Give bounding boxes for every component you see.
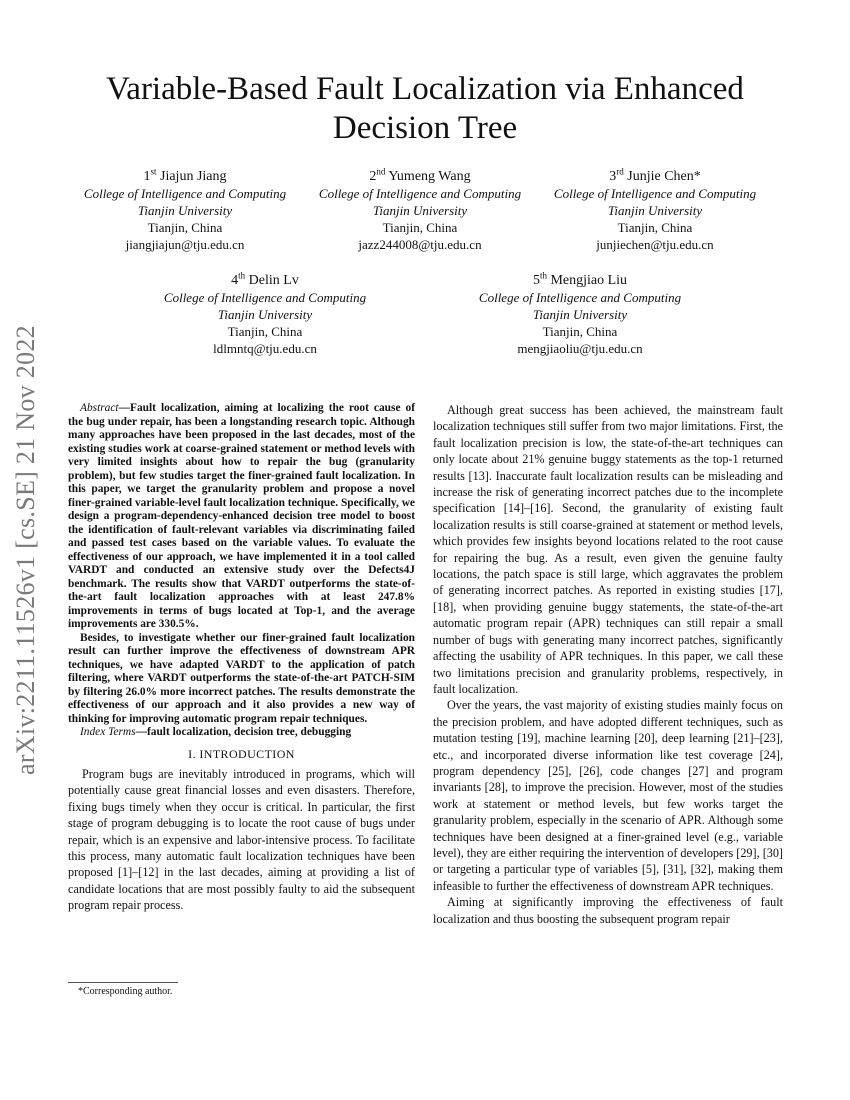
author-4: 4th Delin Lv College of Intelligence and Computing Tianjin University Tianjin, China ldlmntq@tju.edu.cn — [150, 272, 380, 357]
paper-title: Variable-Based Fault Localization via Enhanced Decision Tree — [106, 71, 744, 146]
author-3: 3rd Junjie Chen* College of Intelligence and Computing Tianjin University Tianjin, China junjiechen@tju.edu.cn — [540, 168, 770, 253]
right-column — [433, 402, 783, 927]
author-email: jazz244008@tju.edu.cn — [358, 237, 482, 252]
right-paragraph-2: Over the years, the vast majority of existing studies mainly focus on the precision problem, and have adopted different techniques, such as mutation testing [19], machine learning [20], deep learning [21]–[23], etc., and incorporated diverse information like test coverage [24], program dependency [25], [26], code changes [27] and program invariants [28], to improve the precision. However, most of the studies work at statement or method levels, but few works target the granularity problem, especially in the scenario of APR. Although some techniques have been designed at a finer-grained level (e.g., variable level), they are either requiring the intervention of developers [29], [30] or targeting a particular type of variables [5], [31], [32], making them infeasible to further the effectiveness of downstream APR techniques. — [433, 698, 783, 893]
author-email: ldlmntq@tju.edu.cn — [213, 341, 317, 356]
author-1: 1st Jiajun Jiang College of Intelligence and Computing Tianjin University Tianjin, China jiangjiajun@tju.edu.cn — [70, 168, 300, 253]
author-email: junjiechen@tju.edu.cn — [596, 237, 714, 252]
author-2: 2nd Yumeng Wang College of Intelligence and Computing Tianjin University Tianjin, China jazz244008@tju.edu.cn — [305, 168, 535, 253]
intro-paragraph: Program bugs are inevitably introduced in programs, which will potentially cause great financial losses and even disasters. Therefore, fixing bugs timely when they occur is critical. In particular, the first stage of program debugging is to locate the root cause of bugs under repair, which is an expensive and labor-intensive process. To facilitate this process, many automatic fault localization techniques have been proposed [1]–[12] in the last decades, aiming at providing a list of candidate locations that are most possibly faulty to aid the subsequent program repair process. — [68, 766, 415, 913]
footnote-rule — [68, 982, 178, 983]
section-heading: I. INTRODUCTION — [188, 746, 295, 761]
footnote: *Corresponding author. — [78, 986, 173, 997]
arxiv-identifier: arXiv:2211.11526v1 [cs.SE] 21 Nov 2022 — [11, 325, 40, 775]
left-column — [68, 402, 415, 914]
right-paragraph-3: Aiming at significantly improving the effectiveness of fault localization and thus boosting the subsequent program repair — [433, 895, 783, 926]
right-paragraph-1: Although great success has been achieved, the mainstream fault localization techniques still suffer from two major limitations. First, the fault localization precision is low, the state-of-the-art techniques can only locate about 21% genuine buggy statements as the top-1 returned results [13]. Inaccurate fault localization results can be misleading and increase the risk of generating incorrect patches due to the incomplete specification [14]–[16]. Second, the granularity of existing fault localization results is still coarse-grained at statement or method levels, which provides few insights beyond locations related to the root cause for repairing the bug. As a result, even given the genuine faulty locations, the patch space is still large, which aggravates the problem of generating incorrect patches. As reported in existing studies [17], [18], when providing genuine buggy statements, the state-of-the-art automatic program repair (APR) techniques can still repair a small number of bugs with generating many incorrect patches, significantly affecting the usability of APR techniques. In this paper, we call these two limitations precision and granularity problems, respectively, in fault localization. — [433, 403, 783, 696]
author-email: mengjiaoliu@tju.edu.cn — [517, 341, 643, 356]
index-terms: Index Terms—fault localization, decision tree, debugging — [80, 726, 352, 738]
author-5: 5th Mengjiao Liu College of Intelligence and Computing Tianjin University Tianjin, China mengjiaoliu@tju.edu.cn — [465, 272, 695, 357]
abstract: Abstract—Fault localization, aiming at localizing the root cause of the bug under repair, has been a longstanding research topic. Although many approaches have been proposed in the last decades, most of the existing studies work at coarse-grained statement or method levels with very limited insights about how to repair the bug (granularity problem), but few studies target the finer-grained fault localization. In this paper, we target the granularity problem and propose a novel finer-grained variable-level fault localization technique. Specifically, we design a program-dependency-enhanced decision tree model to boost the identification of fault-relevant variables via discriminating failed and passed test cases based on the variable values. To evaluate the effectiveness of our approach, we have implemented it in a tool called VARDT and conducted an extensive study over the Defects4J benchmark. The results show that VARDT outperforms the state-of-the-art fault localization approaches with at least 247.8% improvements in terms of bugs located at Top-1, and the average improvements are 330.5%. Besides, to investigate whether our finer-grained fault localization result can further improve the effectiveness of downstream APR techniques, we have adapted VARDT to the application of patch filtering, where VARDT outperforms the state-of-the-art PATCH-SIM by filtering 26.0% more incorrect patches. The results demonstrate the effectiveness of our approach and it also provides a new way of thinking for improving automatic program repair techniques. Index Terms—fault localization, decision tree, debugging — [68, 402, 415, 738]
author-email: jiangjiajun@tju.edu.cn — [125, 237, 245, 252]
